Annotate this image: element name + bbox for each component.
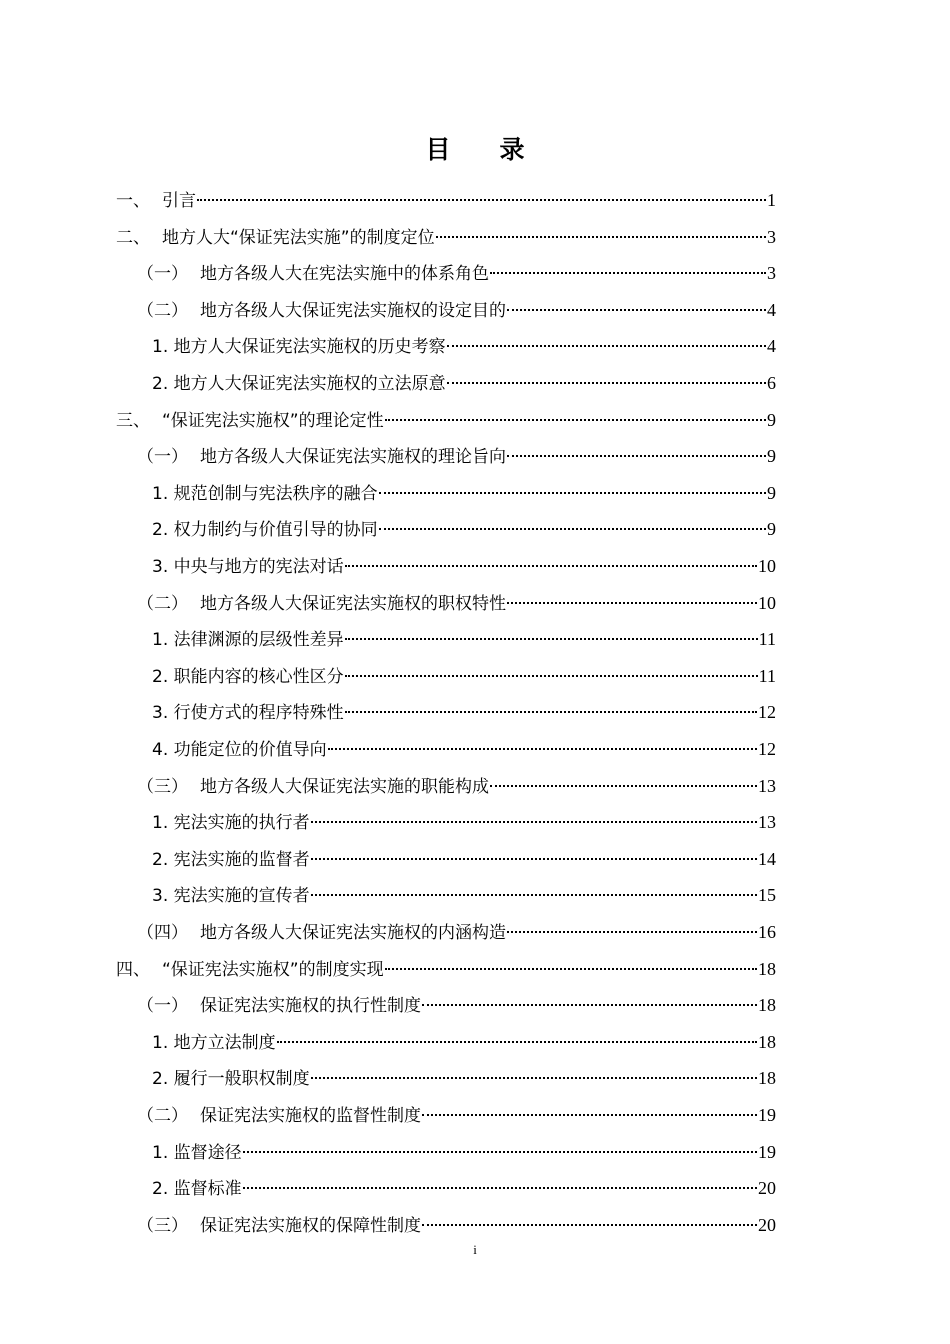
toc-entry-number: （一） — [137, 996, 188, 1016]
toc-entry[interactable] — [137, 914, 776, 950]
toc-entry-title: 地方人大“保证宪法实施”的制度定位 — [162, 228, 435, 248]
dot-leader — [311, 894, 757, 896]
toc-entry-title: 地方各级人大在宪法实施中的体系角色 — [200, 264, 489, 284]
toc-entry[interactable] — [152, 731, 776, 767]
toc-entry[interactable] — [137, 987, 776, 1023]
toc-entry-number: （三） — [137, 1216, 188, 1236]
dot-leader — [507, 455, 766, 457]
toc-entry-title: 1. 法律渊源的层级性差异 — [152, 630, 344, 650]
toc-entry-title: 2. 权力制约与价值引导的协同 — [152, 520, 378, 540]
toc-entry[interactable] — [137, 438, 776, 474]
toc-entry[interactable] — [137, 1097, 776, 1133]
dot-leader — [345, 565, 757, 567]
toc-entry-page-number: 3 — [767, 263, 776, 283]
toc-entry-page-number: 11 — [758, 666, 776, 686]
toc-entry[interactable] — [152, 1024, 776, 1060]
toc-entry-title: 地方各级人大保证宪法实施权的职权特性 — [200, 594, 506, 614]
toc-entry-title: 地方各级人大保证宪法实施权的内涵构造 — [200, 923, 506, 943]
toc-entry[interactable] — [137, 255, 776, 291]
toc-entry-number: （二） — [137, 301, 188, 321]
toc-entry[interactable] — [152, 328, 776, 364]
page-number-footer: i — [473, 1242, 477, 1257]
toc-entry-page-number: 9 — [767, 519, 776, 539]
toc-entry-page-number: 4 — [767, 336, 776, 356]
toc-entry-title: 3. 行使方式的程序特殊性 — [152, 703, 344, 723]
toc-entry-page-number: 13 — [758, 812, 776, 832]
dot-leader — [507, 309, 766, 311]
toc-entry-page-number: 20 — [758, 1178, 776, 1198]
toc-entry[interactable] — [116, 402, 776, 438]
toc-entry[interactable] — [152, 548, 776, 584]
toc-entry-number: 四、 — [116, 960, 150, 980]
toc-entry-title: “保证宪法实施权”的理论定性 — [162, 411, 384, 431]
toc-entry-title: 1. 地方立法制度 — [152, 1033, 276, 1053]
toc-entry-page-number: 12 — [758, 702, 776, 722]
toc-entry-title: “保证宪法实施权”的制度实现 — [162, 960, 384, 980]
toc-entry-page-number: 20 — [758, 1215, 776, 1235]
dot-leader — [379, 492, 766, 494]
toc-entry-number: （一） — [137, 264, 188, 284]
toc-entry-page-number: 14 — [758, 849, 776, 869]
toc-entry[interactable] — [152, 621, 776, 657]
toc-entry-number: （二） — [137, 594, 188, 614]
toc-entry-title: 2. 履行一般职权制度 — [152, 1069, 310, 1089]
dot-leader — [328, 748, 757, 750]
dot-leader — [311, 821, 757, 823]
dot-leader — [507, 931, 757, 933]
toc-entry-title: 地方各级人大保证宪法实施权的设定目的 — [200, 301, 506, 321]
toc-entry-page-number: 19 — [758, 1142, 776, 1162]
toc-entry-title: 2. 宪法实施的监督者 — [152, 850, 310, 870]
toc-entry-title: 4. 功能定位的价值导向 — [152, 740, 327, 760]
toc-entry-page-number: 10 — [758, 556, 776, 576]
toc-entry-title: 1. 宪法实施的执行者 — [152, 813, 310, 833]
toc-entry[interactable] — [137, 585, 776, 621]
toc-entry-page-number: 13 — [758, 776, 776, 796]
dot-leader — [311, 1077, 757, 1079]
toc-entry[interactable] — [152, 1170, 776, 1206]
dot-leader — [311, 858, 757, 860]
toc-entry-page-number: 16 — [758, 922, 776, 942]
toc-entry-title: 地方各级人大保证宪法实施权的理论旨向 — [200, 447, 506, 467]
toc-entry-page-number: 9 — [767, 483, 776, 503]
dot-leader — [422, 1004, 757, 1006]
dot-leader — [385, 419, 766, 421]
toc-entry-page-number: 10 — [758, 593, 776, 613]
dot-leader — [447, 345, 766, 347]
toc-entry-number: 一、 — [116, 191, 150, 211]
toc-entry[interactable] — [137, 768, 776, 804]
toc-entry-title: 地方各级人大保证宪法实施的职能构成 — [200, 777, 489, 797]
dot-leader — [345, 711, 757, 713]
page-title: 目 录 — [425, 135, 537, 164]
dot-leader — [385, 968, 757, 970]
dot-leader — [490, 272, 766, 274]
toc-entry-title: 保证宪法实施权的监督性制度 — [200, 1106, 421, 1126]
dot-leader — [197, 199, 766, 201]
toc-entry-title: 2. 地方人大保证宪法实施权的立法原意 — [152, 374, 446, 394]
toc-entry-page-number: 3 — [767, 227, 776, 247]
toc-entry-number: 二、 — [116, 228, 150, 248]
dot-leader — [345, 675, 758, 677]
toc-entry[interactable] — [152, 511, 776, 547]
toc-entry-page-number: 1 — [767, 190, 776, 210]
toc-entry-number: （二） — [137, 1106, 188, 1126]
toc-entry[interactable] — [152, 365, 776, 401]
toc-entry[interactable] — [152, 1060, 776, 1096]
dot-leader — [345, 638, 758, 640]
dot-leader — [277, 1041, 757, 1043]
toc-entry-title: 3. 中央与地方的宪法对话 — [152, 557, 344, 577]
toc-entry-number: （三） — [137, 777, 188, 797]
dot-leader — [243, 1151, 757, 1153]
toc-entry-title: 3. 宪法实施的宣传者 — [152, 886, 310, 906]
toc-entry-page-number: 6 — [767, 373, 776, 393]
toc-entry-number: 三、 — [116, 411, 150, 431]
dot-leader — [436, 236, 766, 238]
toc-entry-title: 1. 地方人大保证宪法实施权的历史考察 — [152, 337, 446, 357]
toc-entry[interactable] — [152, 475, 776, 511]
toc-entry-title: 1. 监督途径 — [152, 1143, 242, 1163]
toc-entry[interactable] — [152, 658, 776, 694]
dot-leader — [422, 1114, 757, 1116]
toc-entry-title: 保证宪法实施权的执行性制度 — [200, 996, 421, 1016]
toc-entry-page-number: 4 — [767, 300, 776, 320]
toc-entry-title: 引言 — [162, 191, 196, 211]
dot-leader — [490, 785, 757, 787]
toc-entry[interactable] — [152, 1134, 776, 1170]
toc-entry-page-number: 9 — [767, 446, 776, 466]
toc-entry-title: 1. 规范创制与宪法秩序的融合 — [152, 484, 378, 504]
dot-leader — [379, 528, 766, 530]
toc-entry[interactable] — [116, 951, 776, 987]
toc-entry-page-number: 19 — [758, 1105, 776, 1125]
toc-entry-page-number: 15 — [758, 885, 776, 905]
toc-entry[interactable] — [116, 219, 776, 255]
toc-entry[interactable] — [152, 694, 776, 730]
toc-entry[interactable] — [152, 877, 776, 913]
toc-entry-number: （四） — [137, 923, 188, 943]
dot-leader — [507, 602, 757, 604]
toc-entry-page-number: 18 — [758, 1068, 776, 1088]
toc-entry-page-number: 9 — [767, 410, 776, 430]
toc-entry[interactable] — [152, 804, 776, 840]
dot-leader — [243, 1187, 757, 1189]
toc-entry[interactable] — [137, 292, 776, 328]
toc-entry[interactable] — [137, 1207, 776, 1243]
toc-entry-page-number: 18 — [758, 1032, 776, 1052]
dot-leader — [447, 382, 766, 384]
dot-leader — [422, 1224, 757, 1226]
toc-entry-page-number: 18 — [758, 959, 776, 979]
toc-entry-page-number: 18 — [758, 995, 776, 1015]
toc-entry-title: 2. 监督标准 — [152, 1179, 242, 1199]
toc-entry-page-number: 11 — [758, 629, 776, 649]
toc-entry[interactable] — [116, 182, 776, 218]
toc-entry-number: （一） — [137, 447, 188, 467]
toc-entry-page-number: 12 — [758, 739, 776, 759]
toc-entry-title: 保证宪法实施权的保障性制度 — [200, 1216, 421, 1236]
toc-entry[interactable] — [152, 841, 776, 877]
toc-entry-title: 2. 职能内容的核心性区分 — [152, 667, 344, 687]
